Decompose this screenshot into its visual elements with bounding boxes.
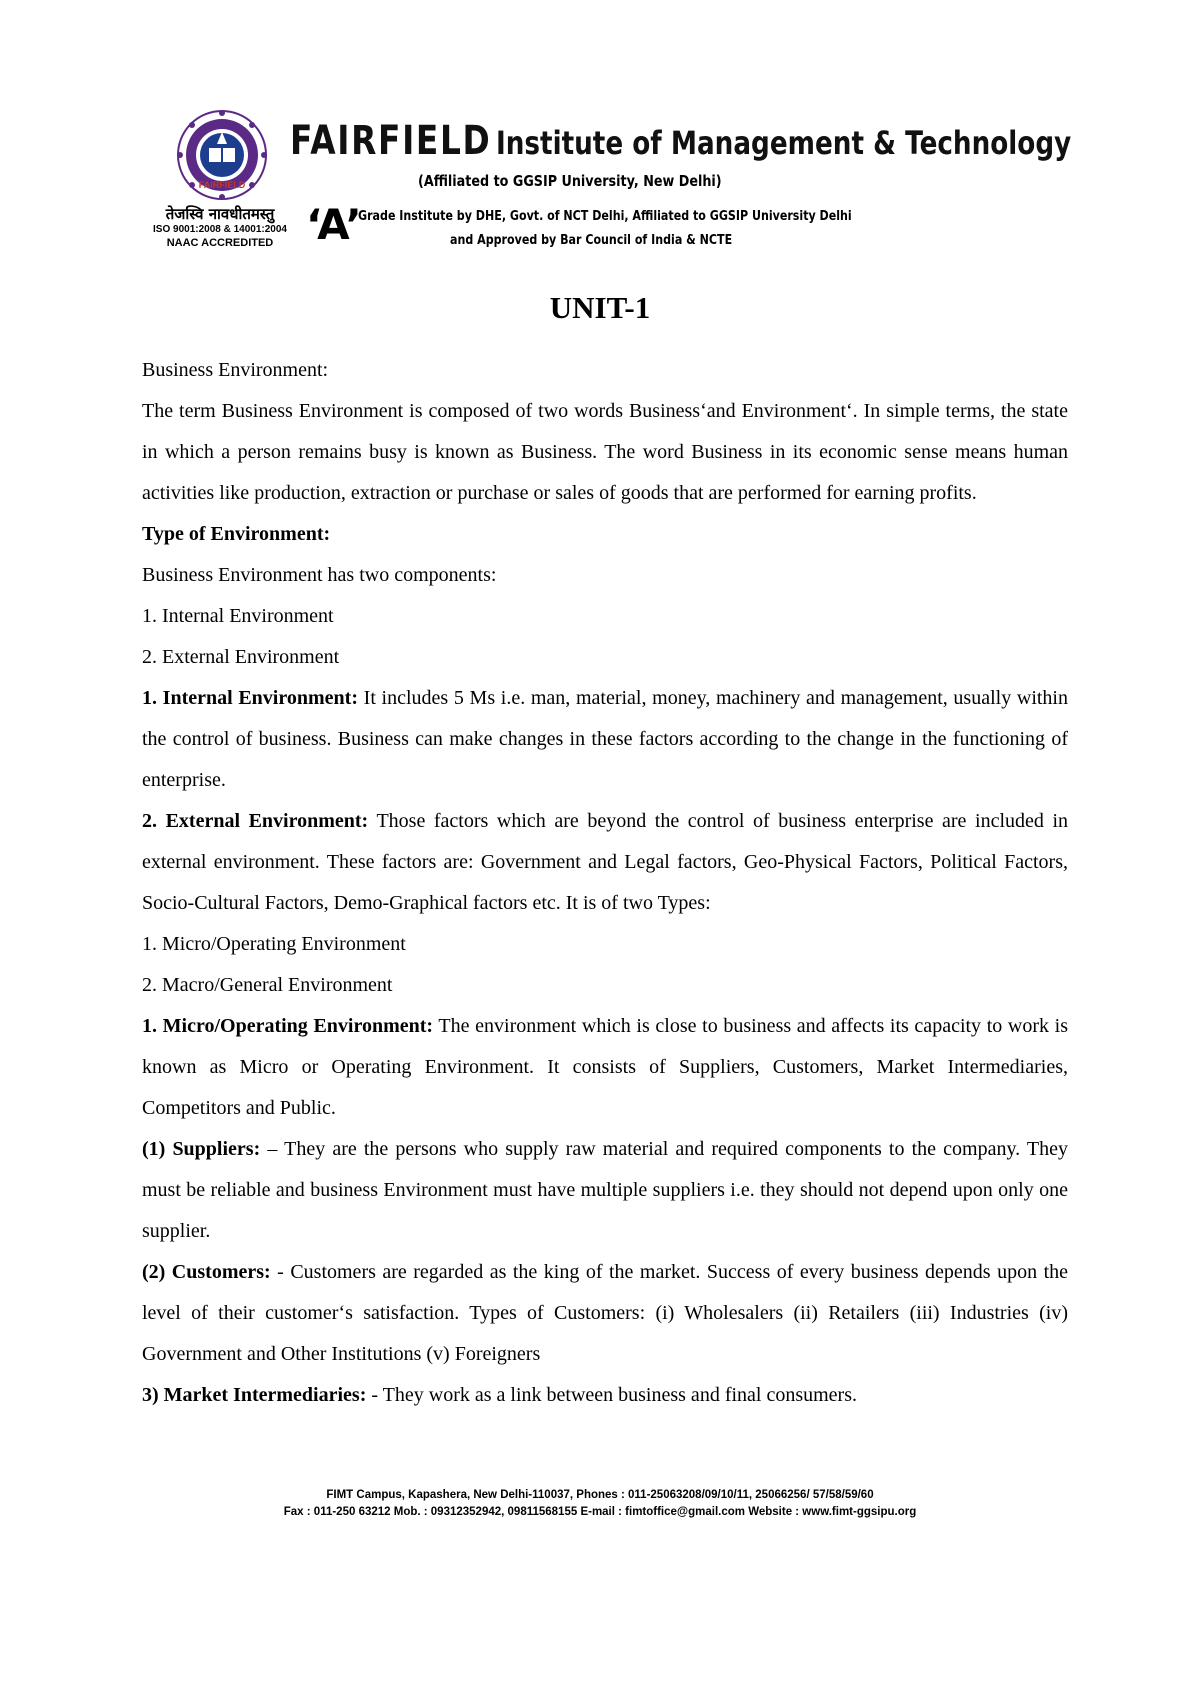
institute-motto: तेजस्वि नावधीतमस्तु	[165, 205, 275, 223]
label-external: 2. External Environment:	[142, 810, 369, 832]
section-heading-business-environment: Business Environment:	[142, 359, 329, 381]
label-micro: 1. Micro/Operating Environment:	[142, 1015, 434, 1037]
brand-name: FAIRFIELD	[290, 118, 492, 164]
label-internal: 1. Internal Environment:	[142, 687, 358, 709]
seal-label: FAIRFIELD	[198, 180, 246, 190]
document-body	[142, 350, 1068, 1416]
brand-rest: Institute of Management & Technology	[495, 124, 1072, 162]
label-intermediaries: 3) Market Intermediaries:	[142, 1384, 367, 1406]
list-item-external: 2. External Environment	[142, 646, 340, 668]
letterhead-footer	[0, 1487, 1200, 1521]
list-item-macro: 2. Macro/General Environment	[142, 974, 393, 996]
footer-contact: Fax : 011-250 63212 Mob. : 09312352942, 09811568155 E-mail : fimtoffice@gmail.com Website : www.fimt-ggsipu.org	[283, 1506, 917, 1518]
list-item-internal: 1. Internal Environment	[142, 605, 334, 627]
text-external: Those factors which are beyond the control of business enterprise are included in external environment. These factors are: Government and Legal factors, Geo-Physical Factors, Political Factors, Socio-Cultural Factors, Demo-Graphical factors etc. It is of two Types:	[142, 810, 1069, 914]
components-intro: Business Environment has two components:	[142, 564, 497, 586]
label-customers: (2) Customers:	[142, 1261, 271, 1283]
institute-seal-icon	[177, 110, 267, 200]
label-suppliers: (1) Suppliers:	[142, 1138, 261, 1160]
grade-letter: ‘A’	[306, 200, 362, 249]
section-heading-type: Type of Environment:	[142, 523, 331, 545]
institute-name	[290, 118, 1071, 164]
grade-line-2: and Approved by Bar Council of India & NCTE	[450, 232, 733, 248]
paragraph-micro	[142, 1006, 1068, 1129]
paragraph-customers	[142, 1252, 1068, 1375]
iso-certification: ISO 9001:2008 & 14001:2004	[153, 224, 287, 235]
text-micro: The environment which is close to business and affects its capacity to work is known as Micro or Operating Environment. It consists of Suppliers, Customers, Market Intermediaries, Competitors and Public.	[142, 1015, 1069, 1119]
affiliation-line: (Affiliated to GGSIP University, New Delhi)	[418, 172, 722, 190]
paragraph-suppliers	[142, 1129, 1068, 1252]
text-suppliers: – They are the persons who supply raw material and required components to the company. They must be reliable and business Environment must have multiple suppliers i.e. they should not depend upon only one supplier.	[142, 1138, 1069, 1242]
paragraph-intermediaries	[142, 1375, 1068, 1416]
paragraph-external	[142, 801, 1068, 924]
text-customers: - Customers are regarded as the king of the market. Success of every business depends upon the level of their customer‘s satisfaction. Types of Customers: (i) Wholesalers (ii) Retailers (iii) Industries (iv) Government and Other Institutions (v) Foreigners	[142, 1261, 1068, 1365]
text-internal: It includes 5 Ms i.e. man, material, money, machinery and management, usually within the control of business. Business can make changes in these factors according to the change in the functioning of enterprise.	[142, 687, 1068, 791]
paragraph-definition: The term Business Environment is composed of two words Business‘and Environment‘. In simple terms, the state in which a person remains busy is known as Business. The word Business in its economic sense means human activities like production, extraction or purchase or sales of goods that are performed for earning profits.	[142, 400, 1068, 504]
list-item-micro: 1. Micro/Operating Environment	[142, 933, 406, 955]
letterhead	[150, 100, 1072, 260]
text-intermediaries: - They work as a link between business and final consumers.	[366, 1384, 857, 1406]
page-title: UNIT-1	[549, 290, 651, 325]
paragraph-internal	[142, 678, 1068, 801]
footer-address: FIMT Campus, Kapashera, New Delhi-110037, Phones : 011-25063208/09/10/11, 25066256/ 57/58/59/60	[326, 1489, 874, 1501]
grade-line-1: Grade Institute by DHE, Govt. of NCT Delhi, Affiliated to GGSIP University Delhi	[358, 208, 852, 224]
naac-accreditation: NAAC ACCREDITED	[166, 237, 274, 249]
